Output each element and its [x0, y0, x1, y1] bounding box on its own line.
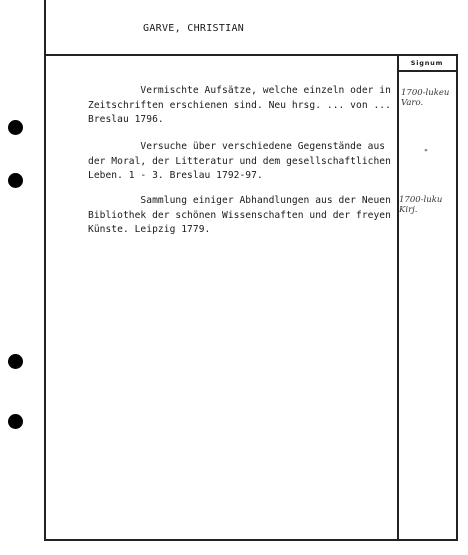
- punch-hole: [8, 354, 23, 369]
- signum-header-rule: [397, 70, 457, 72]
- signum-note: ": [424, 148, 428, 158]
- card-bottom-rule: [44, 539, 458, 541]
- card-top-rule: [44, 54, 458, 56]
- punch-hole: [8, 414, 23, 429]
- signum-column-right-rule: [456, 54, 458, 540]
- punch-hole: [8, 173, 23, 188]
- punch-hole: [8, 120, 23, 135]
- signum-column-left-rule: [397, 54, 399, 540]
- signum-note: 1700-luku Kirj.: [399, 195, 443, 215]
- signum-label: Signum: [410, 59, 444, 67]
- catalog-entry: Sammlung einiger Abhandlungen aus der Neuen Bibliothek der schönen Wissenschaften und der freyen Künste. Leipzig 1779.: [88, 195, 391, 235]
- author-heading: GARVE, CHRISTIAN: [143, 23, 245, 34]
- catalog-entry: Vermischte Aufsätze, welche einzeln oder in Zeitschriften erschienen sind. Neu hrsg. ... von ... Breslau 1796.: [88, 85, 391, 125]
- catalog-entry: Versuche über verschiedene Gegenstände aus der Moral, der Litteratur und dem gesellschaftlichen Leben. 1 - 3. Breslau 1792-97.: [88, 141, 391, 181]
- card-left-rule: [44, 0, 46, 540]
- signum-note: 1700-lukeu Varo.: [401, 88, 450, 108]
